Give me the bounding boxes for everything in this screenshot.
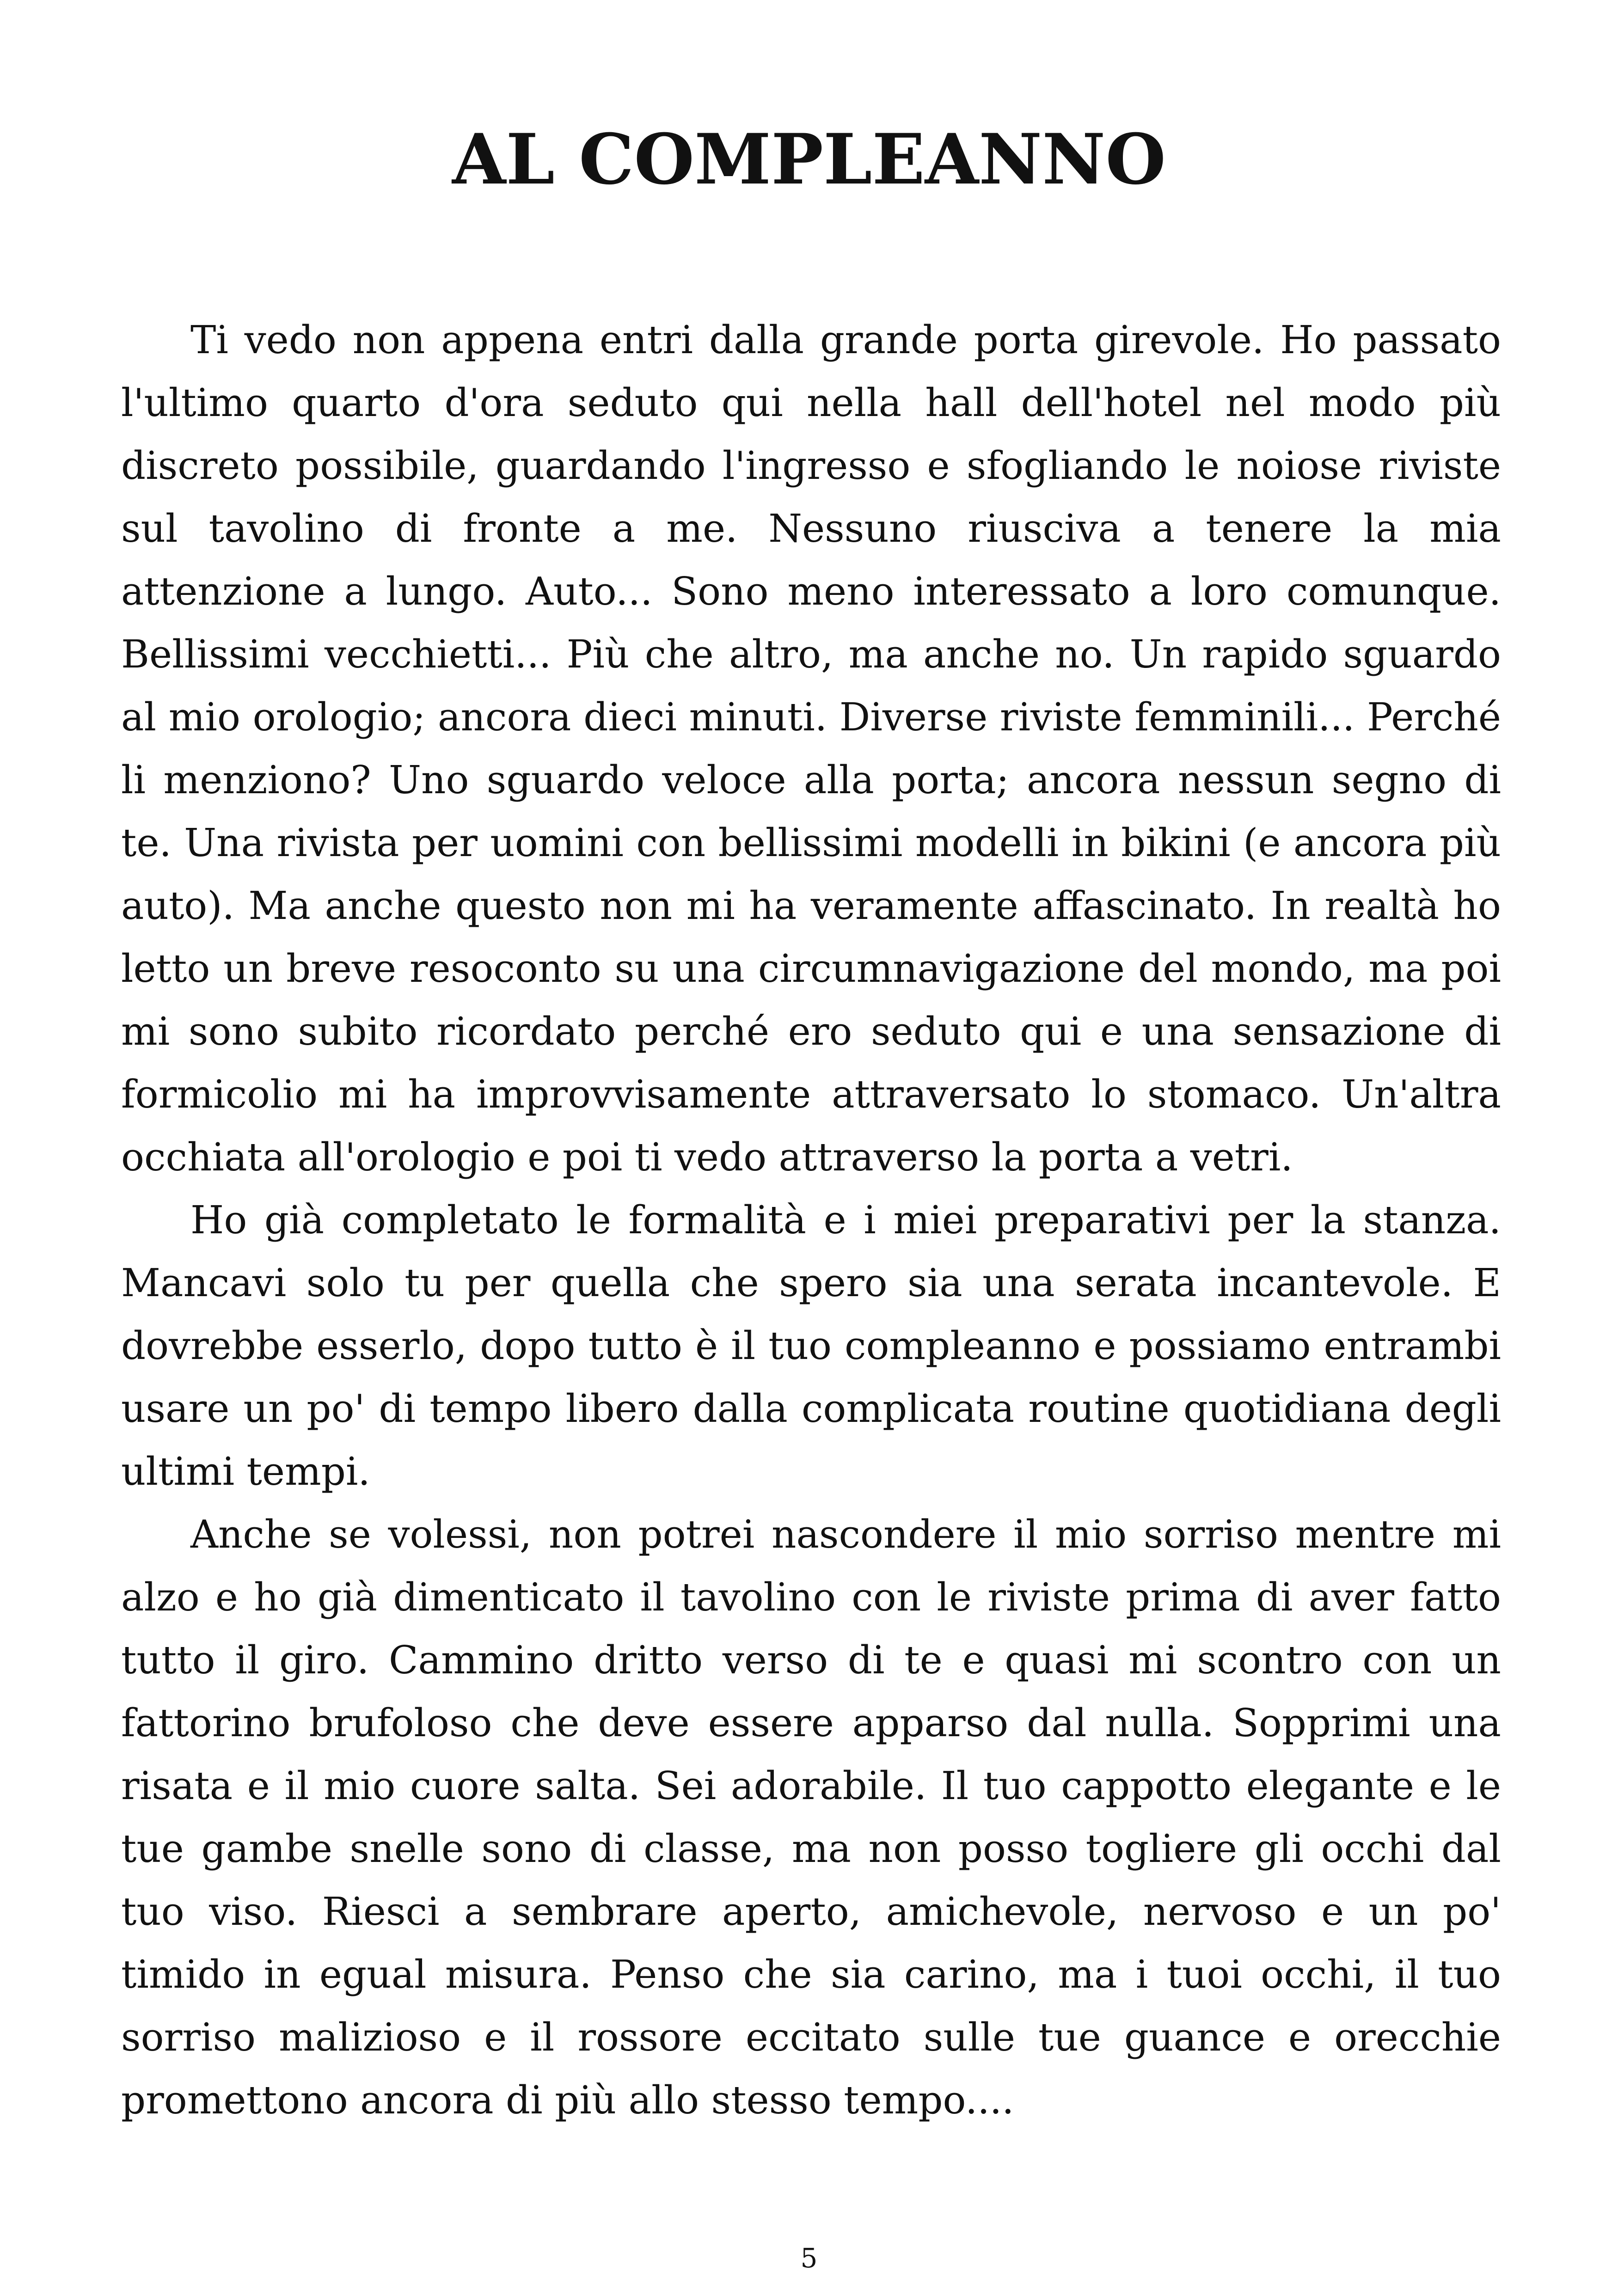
paragraph: Ti vedo non appena entri dalla grande porta girevole. Ho passato l'ultimo quarto d'ora seduto qui nella hall dell'hotel nel modo più discreto possibile, guardando l'ingresso e sfogliando le noiose riviste sul tavolino di fronte a me. Nessuno riusciva a tenere la mia attenzione a lungo. Auto... Sono meno interessato a loro comunque. Bellissimi vecchietti... Più che altro, ma anche no. Un rapido sguardo al mio orologio; ancora dieci minuti. Diverse riviste femminili... Perché li menziono? Uno sguardo veloce alla porta; ancora nessun segno di te. Una rivista per uomini con bellissimi modelli in bikini (e ancora più auto). Ma anche questo non mi ha veramente affascinato. In realtà ho letto un breve resoconto su una circumnavigazione del mondo, ma poi mi sono subito ricordato perché ero seduto qui e una sensazione di formicolio mi ha improvvisamente attraversato lo stomaco. Un'altra occhiata all'orologio e poi ti vedo attraverso la porta a vetri. xyxy=(121,318,1501,1180)
paragraph: Ho già completato le formalità e i miei preparativi per la stanza. Mancavi solo tu per quella che spero sia una serata incantevole. E dovrebbe esserlo, dopo tutto è il tuo compleanno e possiamo entrambi usare un po' di tempo libero dalla complicata routine quotidiana degli ultimi tempi. xyxy=(121,1198,1501,1494)
body-text xyxy=(121,309,1501,2132)
chapter-title: AL COMPLEANNO xyxy=(452,119,1166,200)
paragraph: Anche se volessi, non potrei nascondere il mio sorriso mentre mi alzo e ho già dimenticato il tavolino con le riviste prima di aver fatto tutto il giro. Cammino dritto verso di te e quasi mi scontro con un fattorino brufoloso che deve essere apparso dal nulla. Sopprimi una risata e il mio cuore salta. Sei adorabile. Il tuo cappotto elegante e le tue gambe snelle sono di classe, ma non posso togliere gli occhi dal tuo viso. Riesci a sembrare aperto, amichevole, nervoso e un po' timido in egual misura. Penso che sia carino, ma i tuoi occhi, il tuo sorriso malizioso e il rossore eccitato sulle tue guance e orecchie promettono ancora di più allo stesso tempo.... xyxy=(121,1512,1501,2123)
page-number: 5 xyxy=(800,2242,818,2274)
